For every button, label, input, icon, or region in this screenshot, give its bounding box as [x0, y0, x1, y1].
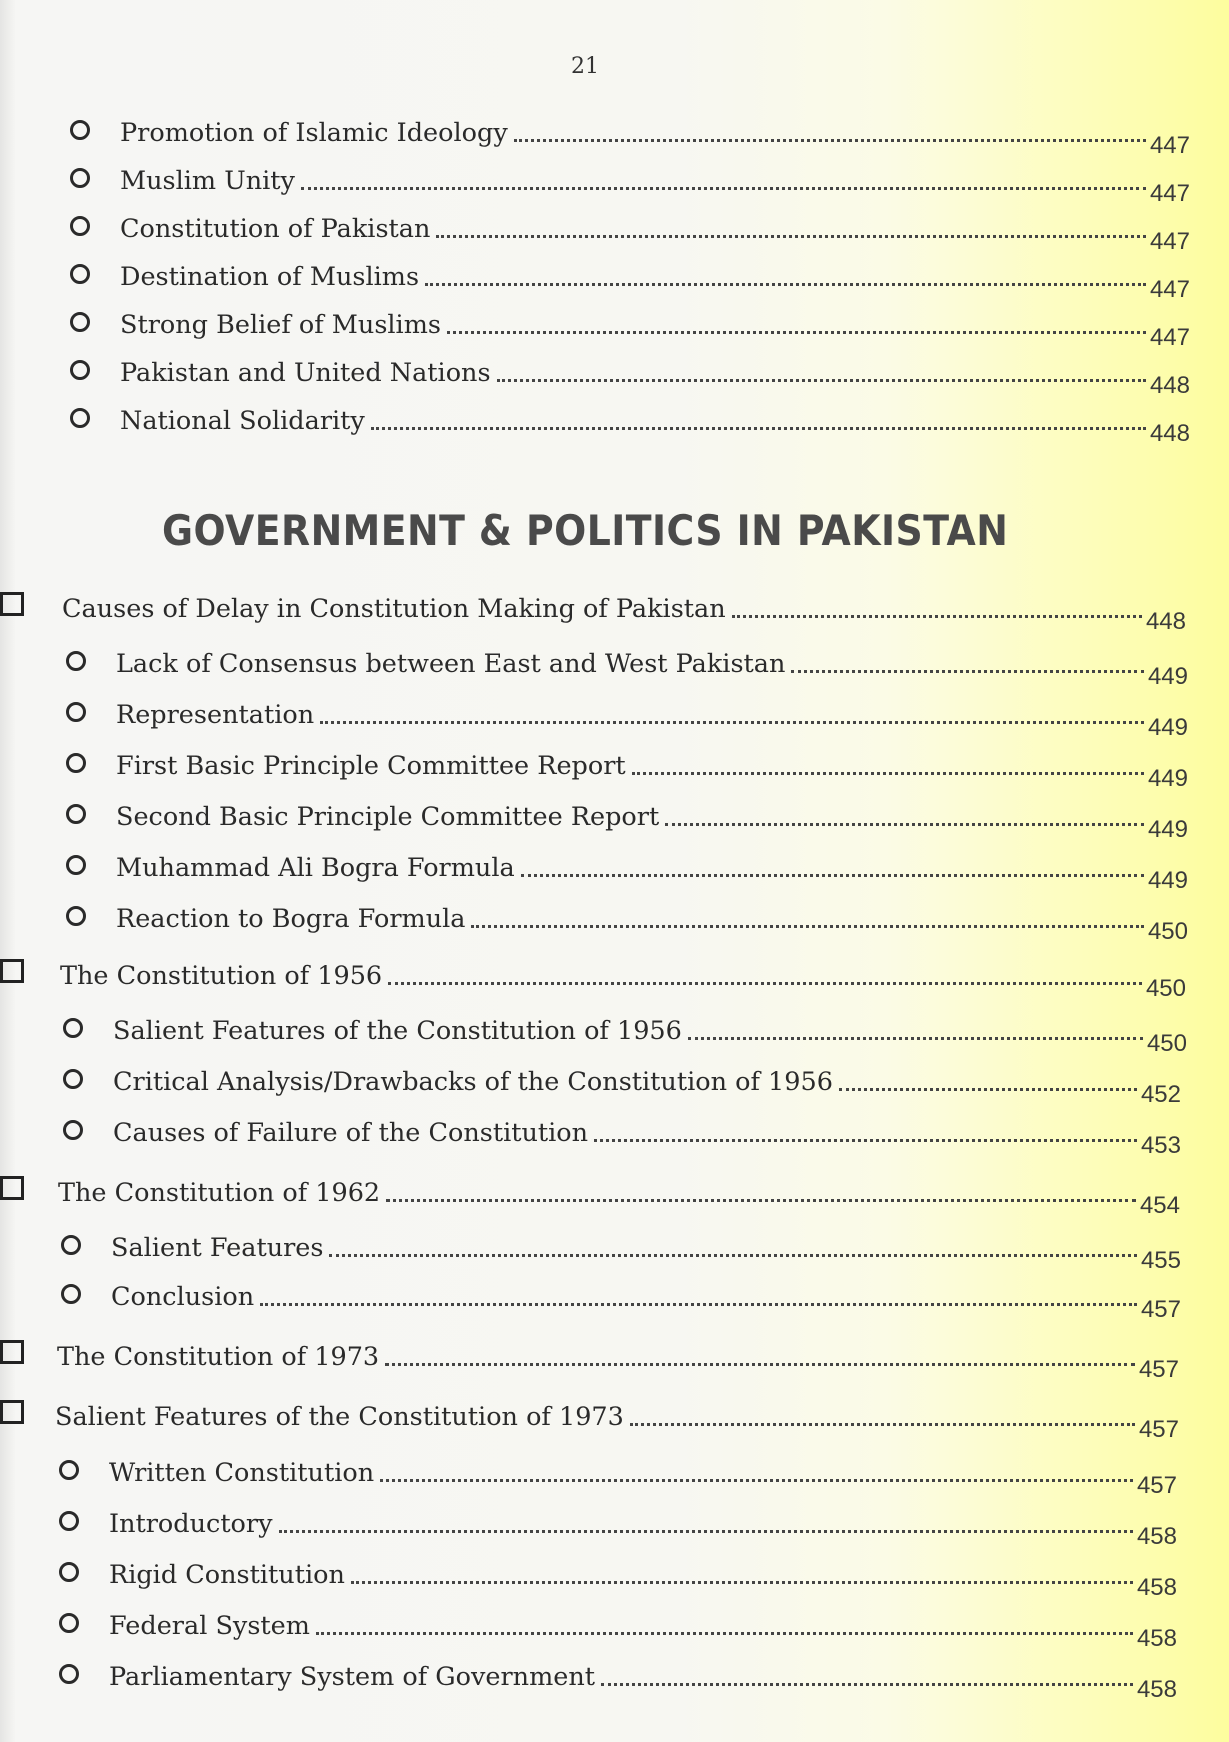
toc-subitem [63, 1063, 1181, 1108]
toc-section [60, 957, 1186, 1002]
toc-subitem [66, 798, 1188, 843]
circle-bullet-icon [59, 1613, 79, 1633]
toc-subitem [70, 114, 1190, 159]
dot-leader [301, 187, 1146, 190]
toc-page-number: 453 [1140, 1132, 1181, 1159]
toc-page-number: 454 [1139, 1192, 1180, 1219]
square-bullet-icon [0, 592, 24, 616]
toc-section-title: The Constitution of 1962 [58, 1178, 381, 1208]
toc-page-number: 458 [1136, 1676, 1177, 1703]
toc-subitem [59, 1505, 1177, 1550]
dot-leader [329, 1254, 1136, 1257]
toc-subitem-title: Promotion of Islamic Ideology [120, 118, 508, 148]
toc-page-number: 447 [1149, 276, 1190, 303]
circle-bullet-icon [61, 1284, 81, 1304]
dot-leader [388, 982, 1142, 985]
dot-leader [351, 1581, 1133, 1584]
dot-leader [497, 379, 1146, 382]
toc-subitem-title: Parliamentary System of Government [109, 1662, 596, 1692]
toc-page-number: 447 [1149, 324, 1190, 351]
toc-subitem [66, 696, 1188, 741]
circle-bullet-icon [70, 264, 90, 284]
toc-page-number: 450 [1146, 1030, 1187, 1057]
toc-subitem-title: First Basic Principle Committee Report [116, 751, 626, 781]
square-bullet-icon [0, 1340, 24, 1364]
toc-page-number: 447 [1149, 228, 1190, 255]
circle-bullet-icon [70, 168, 90, 188]
dot-leader [688, 1037, 1143, 1040]
toc-subitem-title: Salient Features [111, 1233, 324, 1263]
toc-subitem [70, 258, 1190, 303]
circle-bullet-icon [70, 120, 90, 140]
dot-leader [601, 1683, 1133, 1686]
circle-bullet-icon [66, 855, 86, 875]
circle-bullet-icon [61, 1235, 81, 1255]
toc-subitem [66, 645, 1188, 690]
toc-subitem-title: Salient Features of the Constitution of 1956 [113, 1016, 682, 1046]
dot-leader [447, 331, 1146, 334]
dot-leader [279, 1530, 1133, 1533]
toc-subitem [70, 162, 1190, 207]
dot-leader [630, 1423, 1135, 1426]
toc-page-number: 448 [1149, 372, 1190, 399]
circle-bullet-icon [63, 1018, 83, 1038]
circle-bullet-icon [59, 1460, 79, 1480]
page-edge-shadow [0, 0, 16, 1742]
dot-leader [380, 1479, 1133, 1482]
toc-subitem [70, 402, 1190, 447]
toc-section [58, 1174, 1180, 1219]
toc-subitem-title: Second Basic Principle Committee Report [116, 802, 660, 832]
toc-section [57, 1338, 1179, 1383]
toc-subitem [61, 1278, 1181, 1323]
dot-leader [732, 615, 1142, 618]
dot-leader [386, 1199, 1136, 1202]
toc-subitem [66, 900, 1188, 945]
dot-leader [514, 139, 1146, 142]
circle-bullet-icon [59, 1511, 79, 1531]
toc-page-number: 457 [1138, 1416, 1179, 1443]
toc-subitem [70, 306, 1190, 351]
toc-page-number: 449 [1147, 663, 1188, 690]
toc-page-number: 458 [1136, 1625, 1177, 1652]
toc-subitem-title: Lack of Consensus between East and West Pakistan [116, 649, 786, 679]
toc-page-number: 457 [1138, 1356, 1179, 1383]
toc-subitem-title: Conclusion [111, 1282, 255, 1312]
toc-subitem-title: Destination of Muslims [120, 262, 420, 292]
toc-subitem-title: Reaction to Bogra Formula [116, 904, 466, 934]
dot-leader [665, 823, 1144, 826]
toc-page-number: 458 [1136, 1574, 1177, 1601]
circle-bullet-icon [70, 216, 90, 236]
toc-subitem-title: Muhammad Ali Bogra Formula [116, 853, 515, 883]
circle-bullet-icon [70, 408, 90, 428]
circle-bullet-icon [70, 360, 90, 380]
toc-subitem-title: Pakistan and United Nations [120, 358, 491, 388]
toc-subitem [70, 210, 1190, 255]
toc-page-number: 447 [1149, 180, 1190, 207]
toc-page-number: 449 [1147, 714, 1188, 741]
circle-bullet-icon [63, 1120, 83, 1140]
toc-subitem [59, 1658, 1177, 1703]
square-bullet-icon [0, 959, 24, 983]
circle-bullet-icon [66, 753, 86, 773]
toc-page-number: 458 [1136, 1523, 1177, 1550]
circle-bullet-icon [66, 804, 86, 824]
circle-bullet-icon [66, 702, 86, 722]
toc-subitem [66, 747, 1188, 792]
circle-bullet-icon [66, 651, 86, 671]
toc-section-title: Salient Features of the Constitution of 1973 [55, 1402, 624, 1432]
toc-subitem-title: Causes of Failure of the Constitution [113, 1118, 589, 1148]
toc-subitem-title: Representation [116, 700, 315, 730]
toc-page-number: 455 [1140, 1247, 1181, 1274]
toc-page-number: 447 [1149, 132, 1190, 159]
toc-subitem-title: Strong Belief of Muslims [120, 310, 441, 340]
toc-subitem-title: Federal System [109, 1611, 310, 1641]
toc-section [55, 1398, 1179, 1443]
square-bullet-icon [0, 1400, 24, 1424]
circle-bullet-icon [59, 1664, 79, 1684]
toc-page-number: 449 [1147, 867, 1188, 894]
toc-page-number: 457 [1136, 1472, 1177, 1499]
toc-subitem [59, 1607, 1177, 1652]
toc-page-number: 452 [1140, 1081, 1181, 1108]
toc-subitem [63, 1012, 1187, 1057]
dot-leader [436, 235, 1146, 238]
dot-leader [521, 874, 1144, 877]
toc-page-number: 457 [1140, 1296, 1181, 1323]
circle-bullet-icon [70, 312, 90, 332]
dot-leader [839, 1088, 1137, 1091]
toc-page-number: 450 [1147, 918, 1188, 945]
toc-section-title: The Constitution of 1956 [60, 961, 383, 991]
dot-leader [791, 670, 1144, 673]
dot-leader [425, 283, 1146, 286]
toc-page-number: 449 [1147, 816, 1188, 843]
toc-subitem [63, 1114, 1181, 1159]
toc-subitem-title: Muslim Unity [120, 166, 295, 196]
toc-subitem-title: Written Constitution [109, 1458, 375, 1488]
toc-page-number: 450 [1145, 975, 1186, 1002]
toc-subitem [66, 849, 1188, 894]
toc-subitem [70, 354, 1190, 399]
toc-subitem-title: Critical Analysis/Drawbacks of the Constitution of 1956 [113, 1067, 833, 1097]
dot-leader [371, 427, 1146, 430]
toc-page-number: 449 [1147, 765, 1188, 792]
dot-leader [385, 1363, 1135, 1366]
dot-leader [632, 772, 1144, 775]
toc-subitem [59, 1556, 1177, 1601]
section-heading: GOVERNMENT & POLITICS IN PAKISTAN [162, 506, 1009, 555]
circle-bullet-icon [59, 1562, 79, 1582]
toc-subitem [59, 1454, 1177, 1499]
circle-bullet-icon [66, 906, 86, 926]
toc-section-title: Causes of Delay in Constitution Making of Pakistan [62, 594, 726, 624]
dot-leader [260, 1303, 1137, 1306]
toc-subitem [61, 1229, 1181, 1274]
toc-subitem-title: National Solidarity [120, 406, 365, 436]
dot-leader [471, 925, 1143, 928]
toc-section-title: The Constitution of 1973 [57, 1342, 380, 1372]
dot-leader [316, 1632, 1133, 1635]
dot-leader [594, 1139, 1137, 1142]
square-bullet-icon [0, 1176, 24, 1200]
toc-page-number: 448 [1145, 608, 1186, 635]
page-number: 21 [571, 54, 599, 79]
toc-section [62, 590, 1186, 635]
toc-page-number: 448 [1149, 420, 1190, 447]
circle-bullet-icon [63, 1069, 83, 1089]
toc-subitem-title: Constitution of Pakistan [120, 214, 431, 244]
toc-subitem-title: Rigid Constitution [109, 1560, 345, 1590]
dot-leader [320, 721, 1144, 724]
toc-subitem-title: Introductory [109, 1509, 273, 1539]
